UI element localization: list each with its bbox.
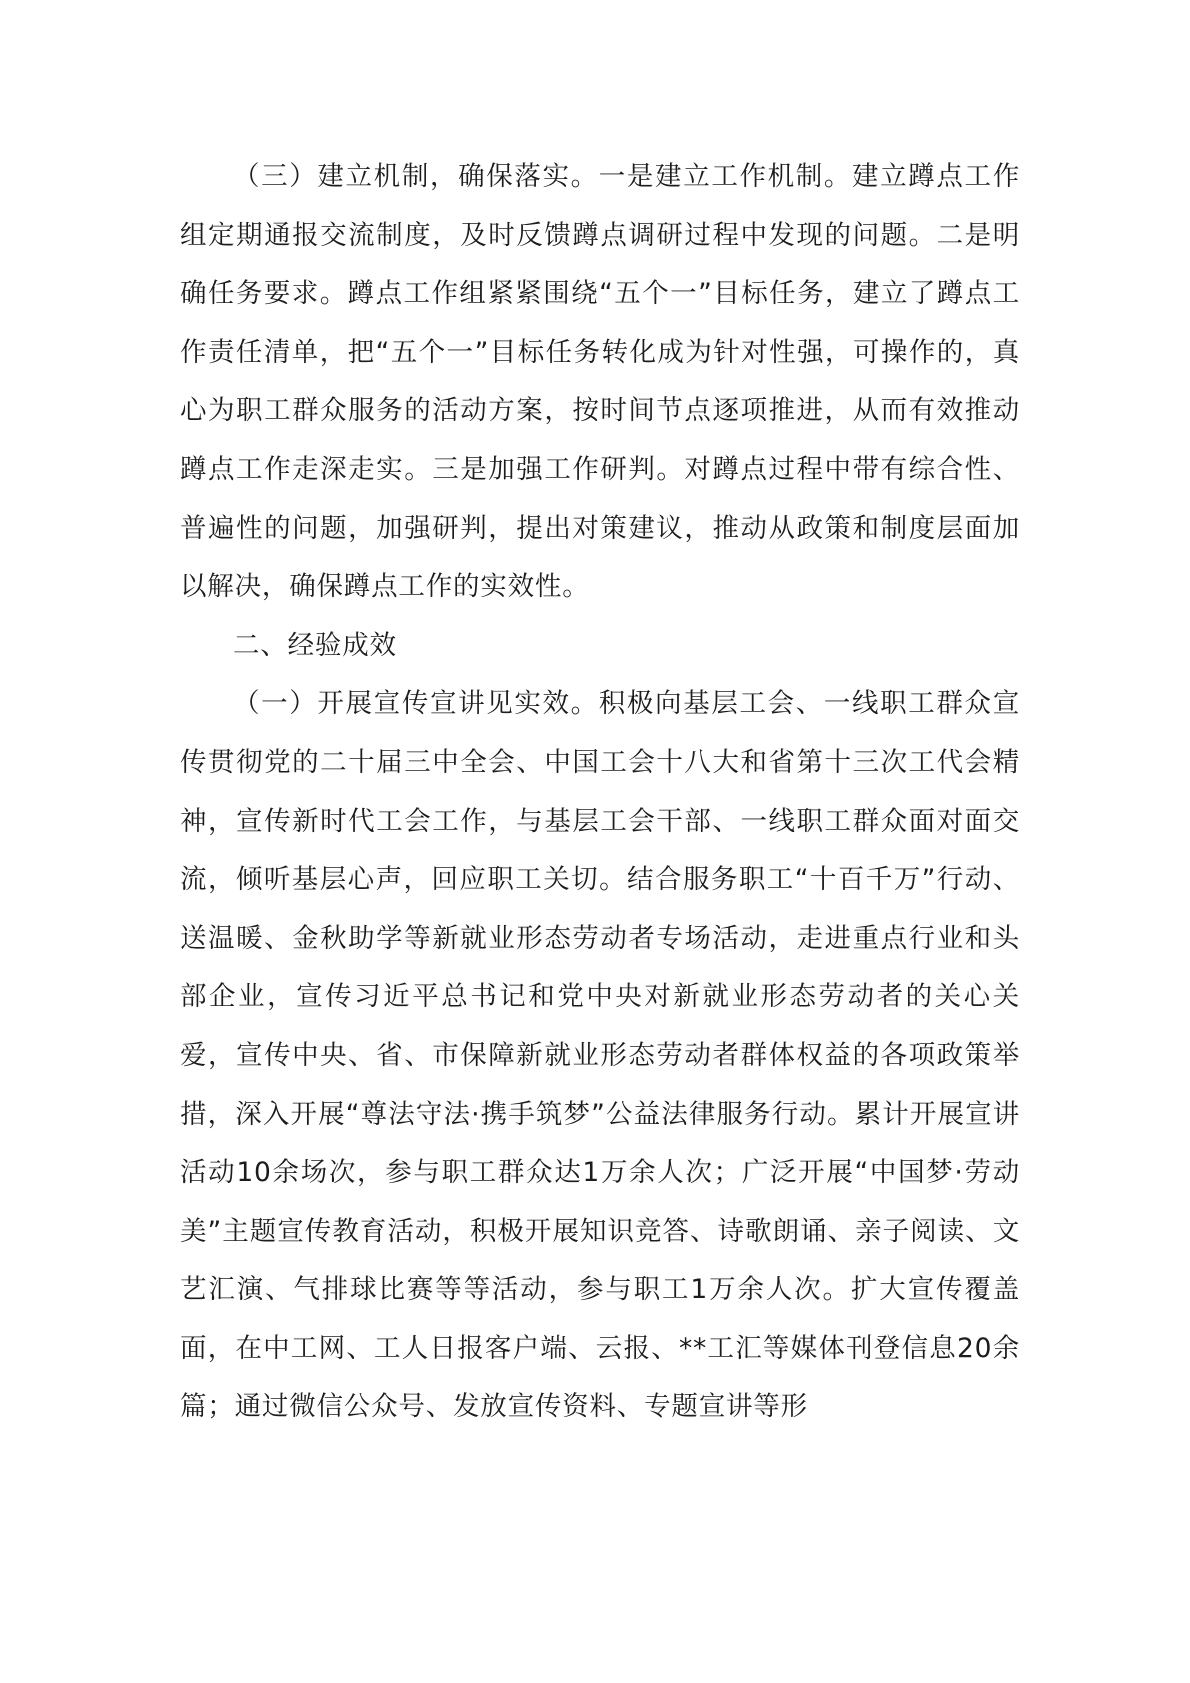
paragraph-publicity: （一）开展宣传宣讲见实效。积极向基层工会、一线职工群众宣传贯彻党的二十届三中全会、中国工会十八大和省第十三次工代会精神，宣传新时代工会工作，与基层工会干部、一线职工群众面对面交流，倾听基层心声，回应职工关切。结合服务职工“十百千万”行动、送温暖、金秋助学等新就业形态劳动者专场活动，走进重点行业和头部企业，宣传习近平总书记和党中央对新就业形态劳动者的关心关爱，宣传中央、省、市保障新就业形态劳动者群体权益的各项政策举措，深入开展“尊法守法·携手筑梦”公益法律服务行动。累计开展宣讲活动10余场次，参与职工群众达1万余人次；广泛开展“中国梦·劳动美”主题宣传教育活动，积极开展知识竞答、诗歌朗诵、亲子阅读、文艺汇演、气排球比赛等等活动，参与职工1万余人次。扩大宣传覆盖面，在中工网、工人日报客户端、云报、**工汇等媒体刊登信息20余篇；通过微信公众号、发放宣传资料、专题宣讲等形 — [180, 688, 1020, 1423]
paragraph-mechanism: （三）建立机制，确保落实。一是建立工作机制。建立蹲点工作组定期通报交流制度，及时反馈蹲点调研过程中发现的问题。二是明确任务要求。蹲点工作组紧紧围绕“五个一”目标任务，建立了蹲点工作责任清单，把“五个一”目标任务转化成为针对性强，可操作的，真心为职工群众服务的活动方案，按时间节点逐项推进，从而有效推动蹲点工作走深走实。三是加强工作研判。对蹲点过程中带有综合性、普遍性的问题，加强研判，提出对策建议，推动从政策和制度层面加以解决，确保蹲点工作的实效性。 — [180, 161, 1020, 603]
document-body — [180, 148, 1020, 1437]
section-heading-experience: 二、经验成效 — [233, 629, 397, 661]
